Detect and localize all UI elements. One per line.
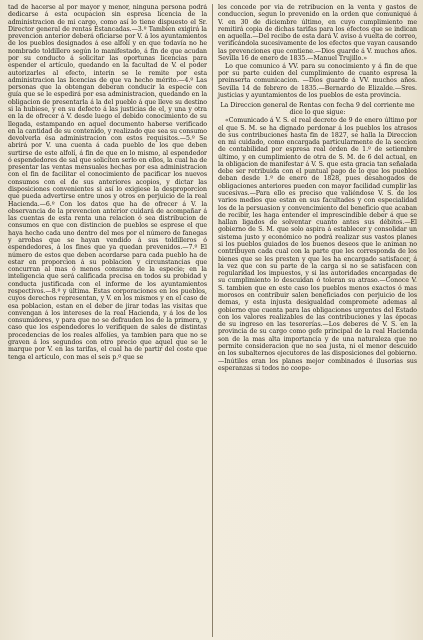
text-columns — [8, 4, 417, 637]
right-column — [212, 4, 417, 637]
left-column — [8, 4, 212, 637]
left-paragraph-1: tad de hacerse al por mayor y menor, ninguna persona podrá dedicarse á esta ocupacion sin espresa licencia de la administracion de mi cargo, como así lo tiene dispuesto el Sr. Director general de rentas Estancadas.—3.º Tambien exigirá la prevencion anterior deberá oficiarse por V. á los ayuntamientos de los pueblos designados á ese alfolí y en que todavía no he nombrado toldillero según lo manifestado, á fin de que acudan por su conducto á solicitar las oportunas licencias para espender el artículo, quedando en la facultad de V. el poder autorizarles al efecto, interin se le remite por esta administracion las licencias de que va hecho mérito.—4.º Las personas que la obtengan deberan conducir la especie con guía que se le espedirá por esa administracion, quedando en la obligacion de presentarla á la del pueblo á que lleve su destino si la hubiese, y en su defecto á las justicias de el, y una y otra en la de ofrecer á V. desde luego el debido conocimiento de su llegada, estampando en aquel documento haberse verificado en la cantidad de su contenido, y realizado que sea su consumo devolverla ésa administracion con estos requisitos.—5.º Se abrirá por V. una cuenta á cada pueblo de los que deben surtirse de este alfolí, á fin de que en lo mismo, al espendedor ó espendedores de sal que soliciten serlo en ellos, la cual ha de presentar las ventas mensuales hechas por esa administracion con el fin de facilitar el conocimiento de pacificar los nuevos consumos con el de sus anteriores acopios, y dictar las disposiciones convenientes si así lo exigiese la desproporcion que pueda advertirse entre unos y otros en perjuicio de la real Hacienda.—6.º Con los datos que ha de ofrecer á V. la observancia de la prevencion anterior cuidará de acompañar á las cuentas de esta renta una relacion ó sea distribucion de consumos en que con distincion de pueblos se esprese el que haya hecho cada uno dentro del mes por el número de fanegas y arrobas que se hayan vendido á sus toldilleros ó espendedores, á los fines que ya quedan prevenidos.—7.º El número de estos que deben acordarse para cada pueblo ha de estar en proporcion á su poblacion y circunstancias que concurran al mas ó menos consumo de la especie; en la inteligencia que será calificada precisa en todos su probidad y conducta justificada con el informe de los ayuntamientos respectivos.—8.º y última. Estas corporaciones en los pueblos, cuyos derechos representan, y V. en los mismos y en el caso de esa poblacion, estan en el deber de jirar todas las visitas que convengan á los intereses de la real Hacienda, y á los de los consumidores, y para que no se defrauden los de la primera, y caso que los espendedores lo verifiquen de sales de distintas procedencias de los reales alfolíes, ya tambien para que no se graven á los segundos con otro precio que aquel que se le marque por V. en las tarifas, el cual ha de partir del coste que tenga el artículo, con mas el seis p.º que se — [8, 4, 207, 361]
right-section-heading: La Direccion general de Rentas con fecha 9 del corriente me dice lo que sigue: — [220, 101, 415, 117]
right-paragraph-1: les concede por via de retribucion en la venta y gastos de conduccion, segun lo prevenido en la orden que comuniqué á V. en 30 de diciembre último, en cuyo cumplimiento me remitirá copia de dichas tarifas para los efectos que se indican en aquella.—Del recibo de esta dará V. aviso á vuelta de correo, verificándola sucesivamente de los efectos que vayan causando las prevenciones que contiene.—Dios guarde á V. muchos años. Sevilla 16 de enero de 1835.—Manuel Trujillo.» — [218, 4, 417, 62]
right-paragraph-2: Lo que comunico á VV. para su conocimiento y á fin de que por su parte cuiden del cumplimiento de cuanto espresa la preinserta comunicacion. —Dios guarde á VV. muchos años. Sevilla 14 de febrero de 1835.—Bernardo de Elizalde.—Sres. justicias y ayuntamientos de los pueblos de esta provincia. — [218, 62, 417, 99]
right-paragraph-3: «Comunicado á V. S. el real decreto de 9 de enero último por el que S. M. se ha dignado perdonar á los pueblos los atrasos de sus contribuciones hasta fin de 1827, se halla la Direccion en mi cuidado, como encargada particularmente de la seccion de contabilidad por espresa real órden de 1.º de setiembre último, y en cumplimiento de otra de S. M. de 6 del actual, en la obligacion de manifestar á V. S. que esta gracia tan señalada debe ser retribuida con el puntual pago de lo que los pueblos deban desde 1.º de enero de 1828, pues desahogados de obligaciones anteriores pueden con mayor facilidad cumplir las sucesivas.—Para ello es preciso que valiéndose V. S. de los varios medios que estan en sus facultades y con especialidad los de la persuasion y convencimiento del beneficio que acaban de recibir, les haga entender el imprescindible deber á que se hallan ligados de solventar cuanto antes sus débitos.—El gobierno de S. M. que solo aspira á establecer y consolidar un sistema justo y económico no podrá realizar sus vastos planes si los pueblos guiados de los buenos deseos que le animan no contribuyen cada cual con la parte que les corresponda de los bienes que se les presten y que les ha encargado satisfacer, á la vez que con su parte de la carga si no se satisfacen con regularidad los impuestos, y si las autoridades encargadas de su cumplimiento lo descuidan ó toleran su atraso.—Conoce V. S. tambien que en este caso los pueblos menos exactos ó mas morosos en contribuir salen beneficiados con perjuicio de los demas, y esta injusta desigualdad compromete ademas al gobierno que cuenta para las obligaciones urgentes del Estado con los valores realizables de las contribuciones y las épocas de su ingreso en las tesorerías.—Los deberes de V. S. en la provincia de su cargo como gefe principal de la real Hacienda son de la mas alta importancia y de una naturaleza que no permite consideracion que no sea justa, ni el menor descuido en los subalternos ejecutores de las disposiciones del gobierno.—Inútiles eran los planes mejor combinados é ilusorias sus esperanzas si todos no coope- — [218, 117, 417, 372]
